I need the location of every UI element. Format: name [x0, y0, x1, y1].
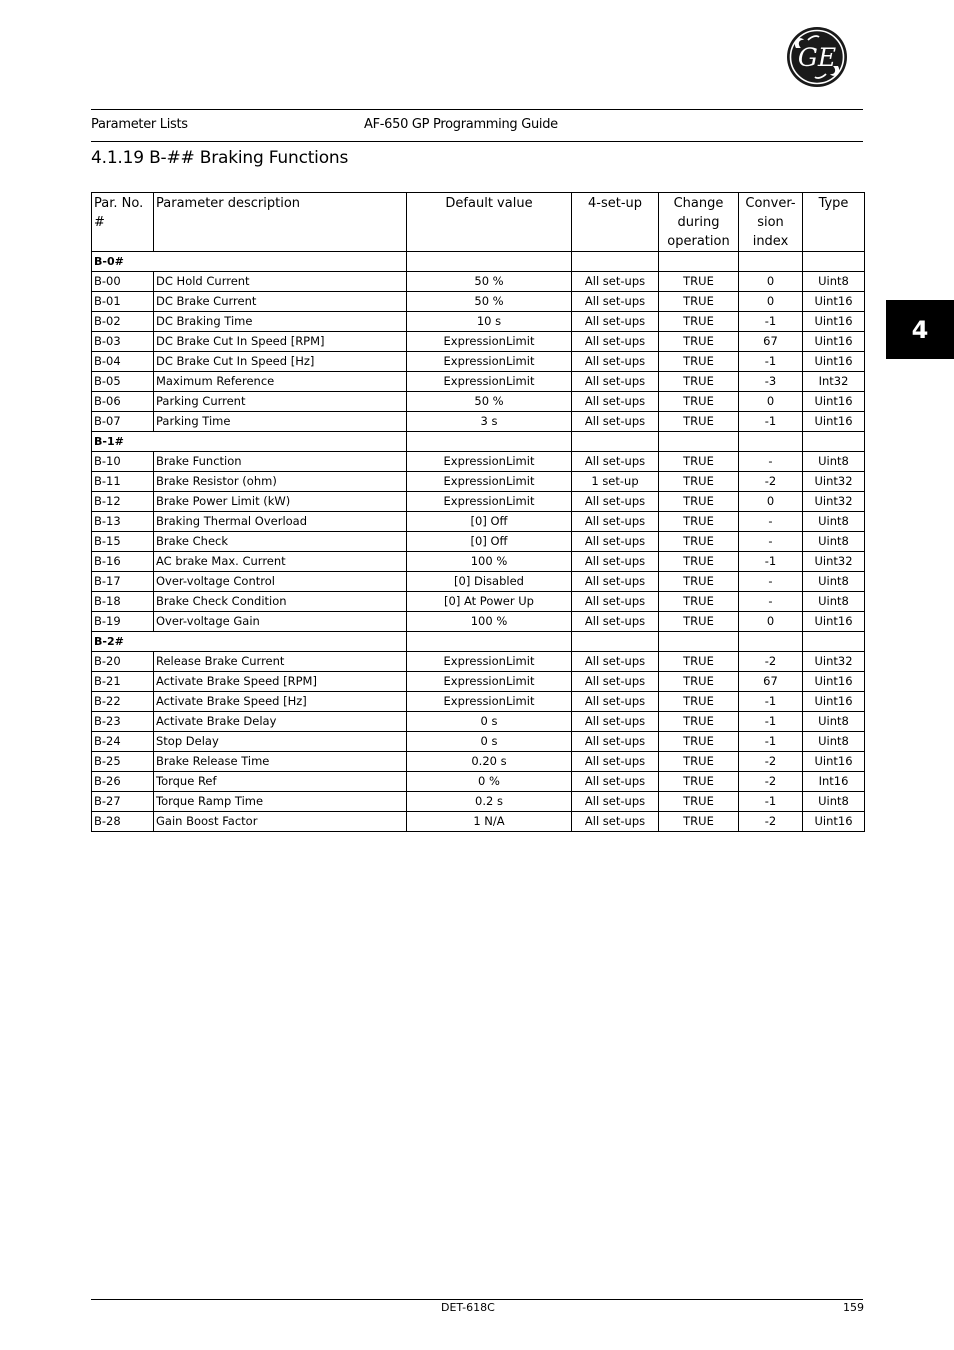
cell-change-during-operation: TRUE — [659, 332, 739, 352]
cell-default-value: ExpressionLimit — [407, 672, 572, 692]
cell-default-value: ExpressionLimit — [407, 492, 572, 512]
cell-setup: All set-ups — [572, 272, 659, 292]
table-row — [92, 472, 865, 492]
header-default-value: Default value — [407, 193, 572, 252]
cell-description: AC brake Max. Current — [154, 552, 407, 572]
cell-setup: All set-ups — [572, 572, 659, 592]
table-row — [92, 572, 865, 592]
cell-description: DC Braking Time — [154, 312, 407, 332]
cell-conversion-index: - — [739, 592, 803, 612]
cell-change-during-operation: TRUE — [659, 752, 739, 772]
group-empty-cell — [407, 632, 572, 652]
table-row — [92, 312, 865, 332]
cell-par-no: B-23 — [92, 712, 154, 732]
cell-conversion-index: -1 — [739, 312, 803, 332]
cell-type: Int32 — [803, 372, 865, 392]
cell-conversion-index: -2 — [739, 772, 803, 792]
cell-type: Uint16 — [803, 332, 865, 352]
table-row — [92, 292, 865, 312]
cell-description: DC Hold Current — [154, 272, 407, 292]
cell-type: Uint16 — [803, 692, 865, 712]
cell-default-value: ExpressionLimit — [407, 692, 572, 712]
cell-par-no: B-16 — [92, 552, 154, 572]
cell-conversion-index: -1 — [739, 552, 803, 572]
cell-type: Uint8 — [803, 532, 865, 552]
cell-change-during-operation: TRUE — [659, 792, 739, 812]
cell-default-value: ExpressionLimit — [407, 372, 572, 392]
cell-default-value: ExpressionLimit — [407, 652, 572, 672]
cell-setup: All set-ups — [572, 612, 659, 632]
cell-conversion-index: -3 — [739, 372, 803, 392]
cell-conversion-index: - — [739, 572, 803, 592]
cell-conversion-index: -2 — [739, 652, 803, 672]
cell-change-during-operation: TRUE — [659, 372, 739, 392]
table-row — [92, 532, 865, 552]
cell-description: DC Brake Current — [154, 292, 407, 312]
cell-conversion-index: 0 — [739, 612, 803, 632]
header-guide-title: AF-650 GP Programming Guide — [364, 117, 558, 132]
cell-type: Uint16 — [803, 352, 865, 372]
header-type: Type — [803, 193, 865, 252]
cell-description: Maximum Reference — [154, 372, 407, 392]
cell-change-during-operation: TRUE — [659, 672, 739, 692]
ge-logo-text: GE — [797, 43, 837, 72]
table-row — [92, 792, 865, 812]
cell-setup: All set-ups — [572, 492, 659, 512]
cell-setup: All set-ups — [572, 412, 659, 432]
cell-default-value: ExpressionLimit — [407, 452, 572, 472]
cell-setup: All set-ups — [572, 452, 659, 472]
cell-conversion-index: 67 — [739, 332, 803, 352]
cell-change-during-operation: TRUE — [659, 472, 739, 492]
cell-description: Brake Check — [154, 532, 407, 552]
header-top-rule — [91, 109, 863, 110]
cell-par-no: B-26 — [92, 772, 154, 792]
cell-type: Uint8 — [803, 712, 865, 732]
cell-par-no: B-11 — [92, 472, 154, 492]
ge-logo — [786, 26, 848, 88]
cell-description: Brake Release Time — [154, 752, 407, 772]
cell-setup: All set-ups — [572, 692, 659, 712]
header-setup: 4-set-up — [572, 193, 659, 252]
cell-setup: All set-ups — [572, 352, 659, 372]
cell-par-no: B-20 — [92, 652, 154, 672]
cell-change-during-operation: TRUE — [659, 732, 739, 752]
cell-change-during-operation: TRUE — [659, 292, 739, 312]
cell-par-no: B-25 — [92, 752, 154, 772]
cell-par-no: B-04 — [92, 352, 154, 372]
cell-description: Braking Thermal Overload — [154, 512, 407, 532]
cell-description: Brake Power Limit (kW) — [154, 492, 407, 512]
cell-default-value: 50 % — [407, 392, 572, 412]
cell-conversion-index: 0 — [739, 392, 803, 412]
section-title: 4.1.19 B-## Braking Functions — [91, 148, 349, 168]
group-row — [92, 632, 865, 652]
cell-type: Uint16 — [803, 292, 865, 312]
cell-par-no: B-19 — [92, 612, 154, 632]
table-row — [92, 512, 865, 532]
group-empty-cell — [739, 432, 803, 452]
cell-par-no: B-15 — [92, 532, 154, 552]
header-change-during-operation: Change during operation — [659, 193, 739, 252]
cell-description: Activate Brake Speed [RPM] — [154, 672, 407, 692]
table-row — [92, 772, 865, 792]
cell-setup: All set-ups — [572, 712, 659, 732]
cell-conversion-index: -1 — [739, 732, 803, 752]
table-row — [92, 332, 865, 352]
cell-change-during-operation: TRUE — [659, 772, 739, 792]
group-row — [92, 252, 865, 272]
group-label: B-1# — [92, 432, 407, 452]
cell-change-during-operation: TRUE — [659, 692, 739, 712]
footer-page-number: 159 — [843, 1301, 864, 1314]
header-bottom-rule — [91, 141, 863, 142]
table-row — [92, 732, 865, 752]
cell-default-value: ExpressionLimit — [407, 332, 572, 352]
cell-change-during-operation: TRUE — [659, 492, 739, 512]
cell-default-value: ExpressionLimit — [407, 472, 572, 492]
footer-doc-code: DET-618C — [441, 1301, 495, 1314]
cell-par-no: B-24 — [92, 732, 154, 752]
header-section-name: Parameter Lists — [91, 117, 188, 132]
cell-par-no: B-18 — [92, 592, 154, 612]
cell-type: Uint32 — [803, 552, 865, 572]
cell-type: Uint16 — [803, 412, 865, 432]
group-empty-cell — [572, 252, 659, 272]
cell-setup: All set-ups — [572, 512, 659, 532]
table-row — [92, 492, 865, 512]
cell-change-during-operation: TRUE — [659, 312, 739, 332]
cell-change-during-operation: TRUE — [659, 552, 739, 572]
table-header-row — [92, 193, 865, 252]
cell-par-no: B-10 — [92, 452, 154, 472]
cell-conversion-index: -2 — [739, 472, 803, 492]
cell-default-value: 10 s — [407, 312, 572, 332]
cell-description: Over-voltage Control — [154, 572, 407, 592]
cell-default-value: [0] Disabled — [407, 572, 572, 592]
cell-par-no: B-01 — [92, 292, 154, 312]
cell-par-no: B-02 — [92, 312, 154, 332]
cell-change-during-operation: TRUE — [659, 712, 739, 732]
group-empty-cell — [572, 632, 659, 652]
cell-default-value: 0 s — [407, 732, 572, 752]
cell-setup: All set-ups — [572, 772, 659, 792]
cell-type: Uint8 — [803, 512, 865, 532]
group-empty-cell — [803, 632, 865, 652]
cell-par-no: B-13 — [92, 512, 154, 532]
table-row — [92, 372, 865, 392]
cell-conversion-index: 67 — [739, 672, 803, 692]
cell-conversion-index: -1 — [739, 352, 803, 372]
table-row — [92, 692, 865, 712]
cell-default-value: 0 s — [407, 712, 572, 732]
group-empty-cell — [407, 252, 572, 272]
cell-change-during-operation: TRUE — [659, 652, 739, 672]
cell-default-value: 50 % — [407, 272, 572, 292]
cell-default-value: 0 % — [407, 772, 572, 792]
cell-conversion-index: -1 — [739, 712, 803, 732]
cell-description: Over-voltage Gain — [154, 612, 407, 632]
table-row — [92, 552, 865, 572]
group-empty-cell — [803, 252, 865, 272]
group-empty-cell — [407, 432, 572, 452]
cell-setup: All set-ups — [572, 672, 659, 692]
table-row — [92, 712, 865, 732]
cell-type: Uint16 — [803, 392, 865, 412]
cell-description: Brake Resistor (ohm) — [154, 472, 407, 492]
cell-default-value: 0.2 s — [407, 792, 572, 812]
cell-default-value: 3 s — [407, 412, 572, 432]
footer-rule — [91, 1299, 863, 1300]
cell-type: Uint8 — [803, 272, 865, 292]
cell-description: Parking Time — [154, 412, 407, 432]
cell-description: Torque Ref — [154, 772, 407, 792]
cell-setup: All set-ups — [572, 592, 659, 612]
cell-par-no: B-03 — [92, 332, 154, 352]
cell-setup: All set-ups — [572, 732, 659, 752]
table-row — [92, 412, 865, 432]
cell-description: Brake Check Condition — [154, 592, 407, 612]
cell-change-during-operation: TRUE — [659, 592, 739, 612]
cell-change-during-operation: TRUE — [659, 812, 739, 832]
chapter-tab: 4 — [886, 300, 954, 359]
cell-type: Uint32 — [803, 652, 865, 672]
cell-par-no: B-27 — [92, 792, 154, 812]
table-row — [92, 452, 865, 472]
cell-description: Parking Current — [154, 392, 407, 412]
cell-description: Torque Ramp Time — [154, 792, 407, 812]
table-row — [92, 752, 865, 772]
table-row — [92, 272, 865, 292]
cell-default-value: ExpressionLimit — [407, 352, 572, 372]
cell-par-no: B-28 — [92, 812, 154, 832]
cell-type: Uint16 — [803, 672, 865, 692]
cell-change-during-operation: TRUE — [659, 572, 739, 592]
cell-change-during-operation: TRUE — [659, 452, 739, 472]
cell-setup: 1 set-up — [572, 472, 659, 492]
table-row — [92, 352, 865, 372]
cell-description: DC Brake Cut In Speed [Hz] — [154, 352, 407, 372]
group-empty-cell — [739, 252, 803, 272]
table-row — [92, 812, 865, 832]
cell-setup: All set-ups — [572, 812, 659, 832]
cell-setup: All set-ups — [572, 532, 659, 552]
table-row — [92, 612, 865, 632]
cell-type: Uint32 — [803, 472, 865, 492]
group-empty-cell — [659, 432, 739, 452]
cell-setup: All set-ups — [572, 332, 659, 352]
cell-default-value: [0] Off — [407, 512, 572, 532]
cell-description: DC Brake Cut In Speed [RPM] — [154, 332, 407, 352]
cell-default-value: 1 N/A — [407, 812, 572, 832]
cell-description: Release Brake Current — [154, 652, 407, 672]
cell-default-value: 100 % — [407, 612, 572, 632]
cell-type: Uint16 — [803, 312, 865, 332]
cell-default-value: 100 % — [407, 552, 572, 572]
cell-setup: All set-ups — [572, 392, 659, 412]
cell-conversion-index: 0 — [739, 272, 803, 292]
group-label: B-0# — [92, 252, 407, 272]
cell-setup: All set-ups — [572, 292, 659, 312]
cell-type: Uint16 — [803, 612, 865, 632]
cell-conversion-index: -2 — [739, 752, 803, 772]
cell-conversion-index: - — [739, 512, 803, 532]
cell-par-no: B-12 — [92, 492, 154, 512]
cell-change-during-operation: TRUE — [659, 392, 739, 412]
table-row — [92, 392, 865, 412]
cell-default-value: 50 % — [407, 292, 572, 312]
cell-setup: All set-ups — [572, 552, 659, 572]
cell-setup: All set-ups — [572, 652, 659, 672]
header-description: Parameter description — [154, 193, 407, 252]
group-label: B-2# — [92, 632, 407, 652]
cell-type: Uint32 — [803, 492, 865, 512]
table-row — [92, 672, 865, 692]
cell-description: Gain Boost Factor — [154, 812, 407, 832]
cell-default-value: 0.20 s — [407, 752, 572, 772]
cell-par-no: B-00 — [92, 272, 154, 292]
cell-conversion-index: -2 — [739, 812, 803, 832]
cell-change-during-operation: TRUE — [659, 352, 739, 372]
cell-setup: All set-ups — [572, 752, 659, 772]
cell-par-no: B-07 — [92, 412, 154, 432]
cell-par-no: B-06 — [92, 392, 154, 412]
group-empty-cell — [659, 632, 739, 652]
cell-conversion-index: 0 — [739, 292, 803, 312]
cell-description: Activate Brake Delay — [154, 712, 407, 732]
cell-default-value: [0] At Power Up — [407, 592, 572, 612]
cell-type: Uint16 — [803, 752, 865, 772]
group-empty-cell — [803, 432, 865, 452]
cell-setup: All set-ups — [572, 312, 659, 332]
cell-type: Uint8 — [803, 732, 865, 752]
cell-type: Int16 — [803, 772, 865, 792]
cell-conversion-index: 0 — [739, 492, 803, 512]
cell-description: Activate Brake Speed [Hz] — [154, 692, 407, 712]
group-row — [92, 432, 865, 452]
cell-change-during-operation: TRUE — [659, 532, 739, 552]
cell-type: Uint8 — [803, 572, 865, 592]
cell-conversion-index: -1 — [739, 412, 803, 432]
cell-type: Uint16 — [803, 812, 865, 832]
group-empty-cell — [572, 432, 659, 452]
group-empty-cell — [659, 252, 739, 272]
table-row — [92, 592, 865, 612]
cell-par-no: B-22 — [92, 692, 154, 712]
cell-change-during-operation: TRUE — [659, 272, 739, 292]
cell-type: Uint8 — [803, 592, 865, 612]
cell-conversion-index: -1 — [739, 692, 803, 712]
cell-conversion-index: -1 — [739, 792, 803, 812]
cell-description: Stop Delay — [154, 732, 407, 752]
cell-type: Uint8 — [803, 792, 865, 812]
header-conversion-index: Conver- sion index — [739, 193, 803, 252]
cell-setup: All set-ups — [572, 792, 659, 812]
table-body — [92, 252, 865, 832]
header-par-no: Par. No. # — [92, 193, 154, 252]
cell-par-no: B-17 — [92, 572, 154, 592]
cell-type: Uint8 — [803, 452, 865, 472]
cell-par-no: B-21 — [92, 672, 154, 692]
cell-description: Brake Function — [154, 452, 407, 472]
cell-par-no: B-05 — [92, 372, 154, 392]
cell-conversion-index: - — [739, 532, 803, 552]
cell-setup: All set-ups — [572, 372, 659, 392]
group-empty-cell — [739, 632, 803, 652]
cell-change-during-operation: TRUE — [659, 412, 739, 432]
cell-change-during-operation: TRUE — [659, 512, 739, 532]
parameter-table — [91, 192, 865, 832]
cell-change-during-operation: TRUE — [659, 612, 739, 632]
table-row — [92, 652, 865, 672]
cell-default-value: [0] Off — [407, 532, 572, 552]
cell-conversion-index: - — [739, 452, 803, 472]
